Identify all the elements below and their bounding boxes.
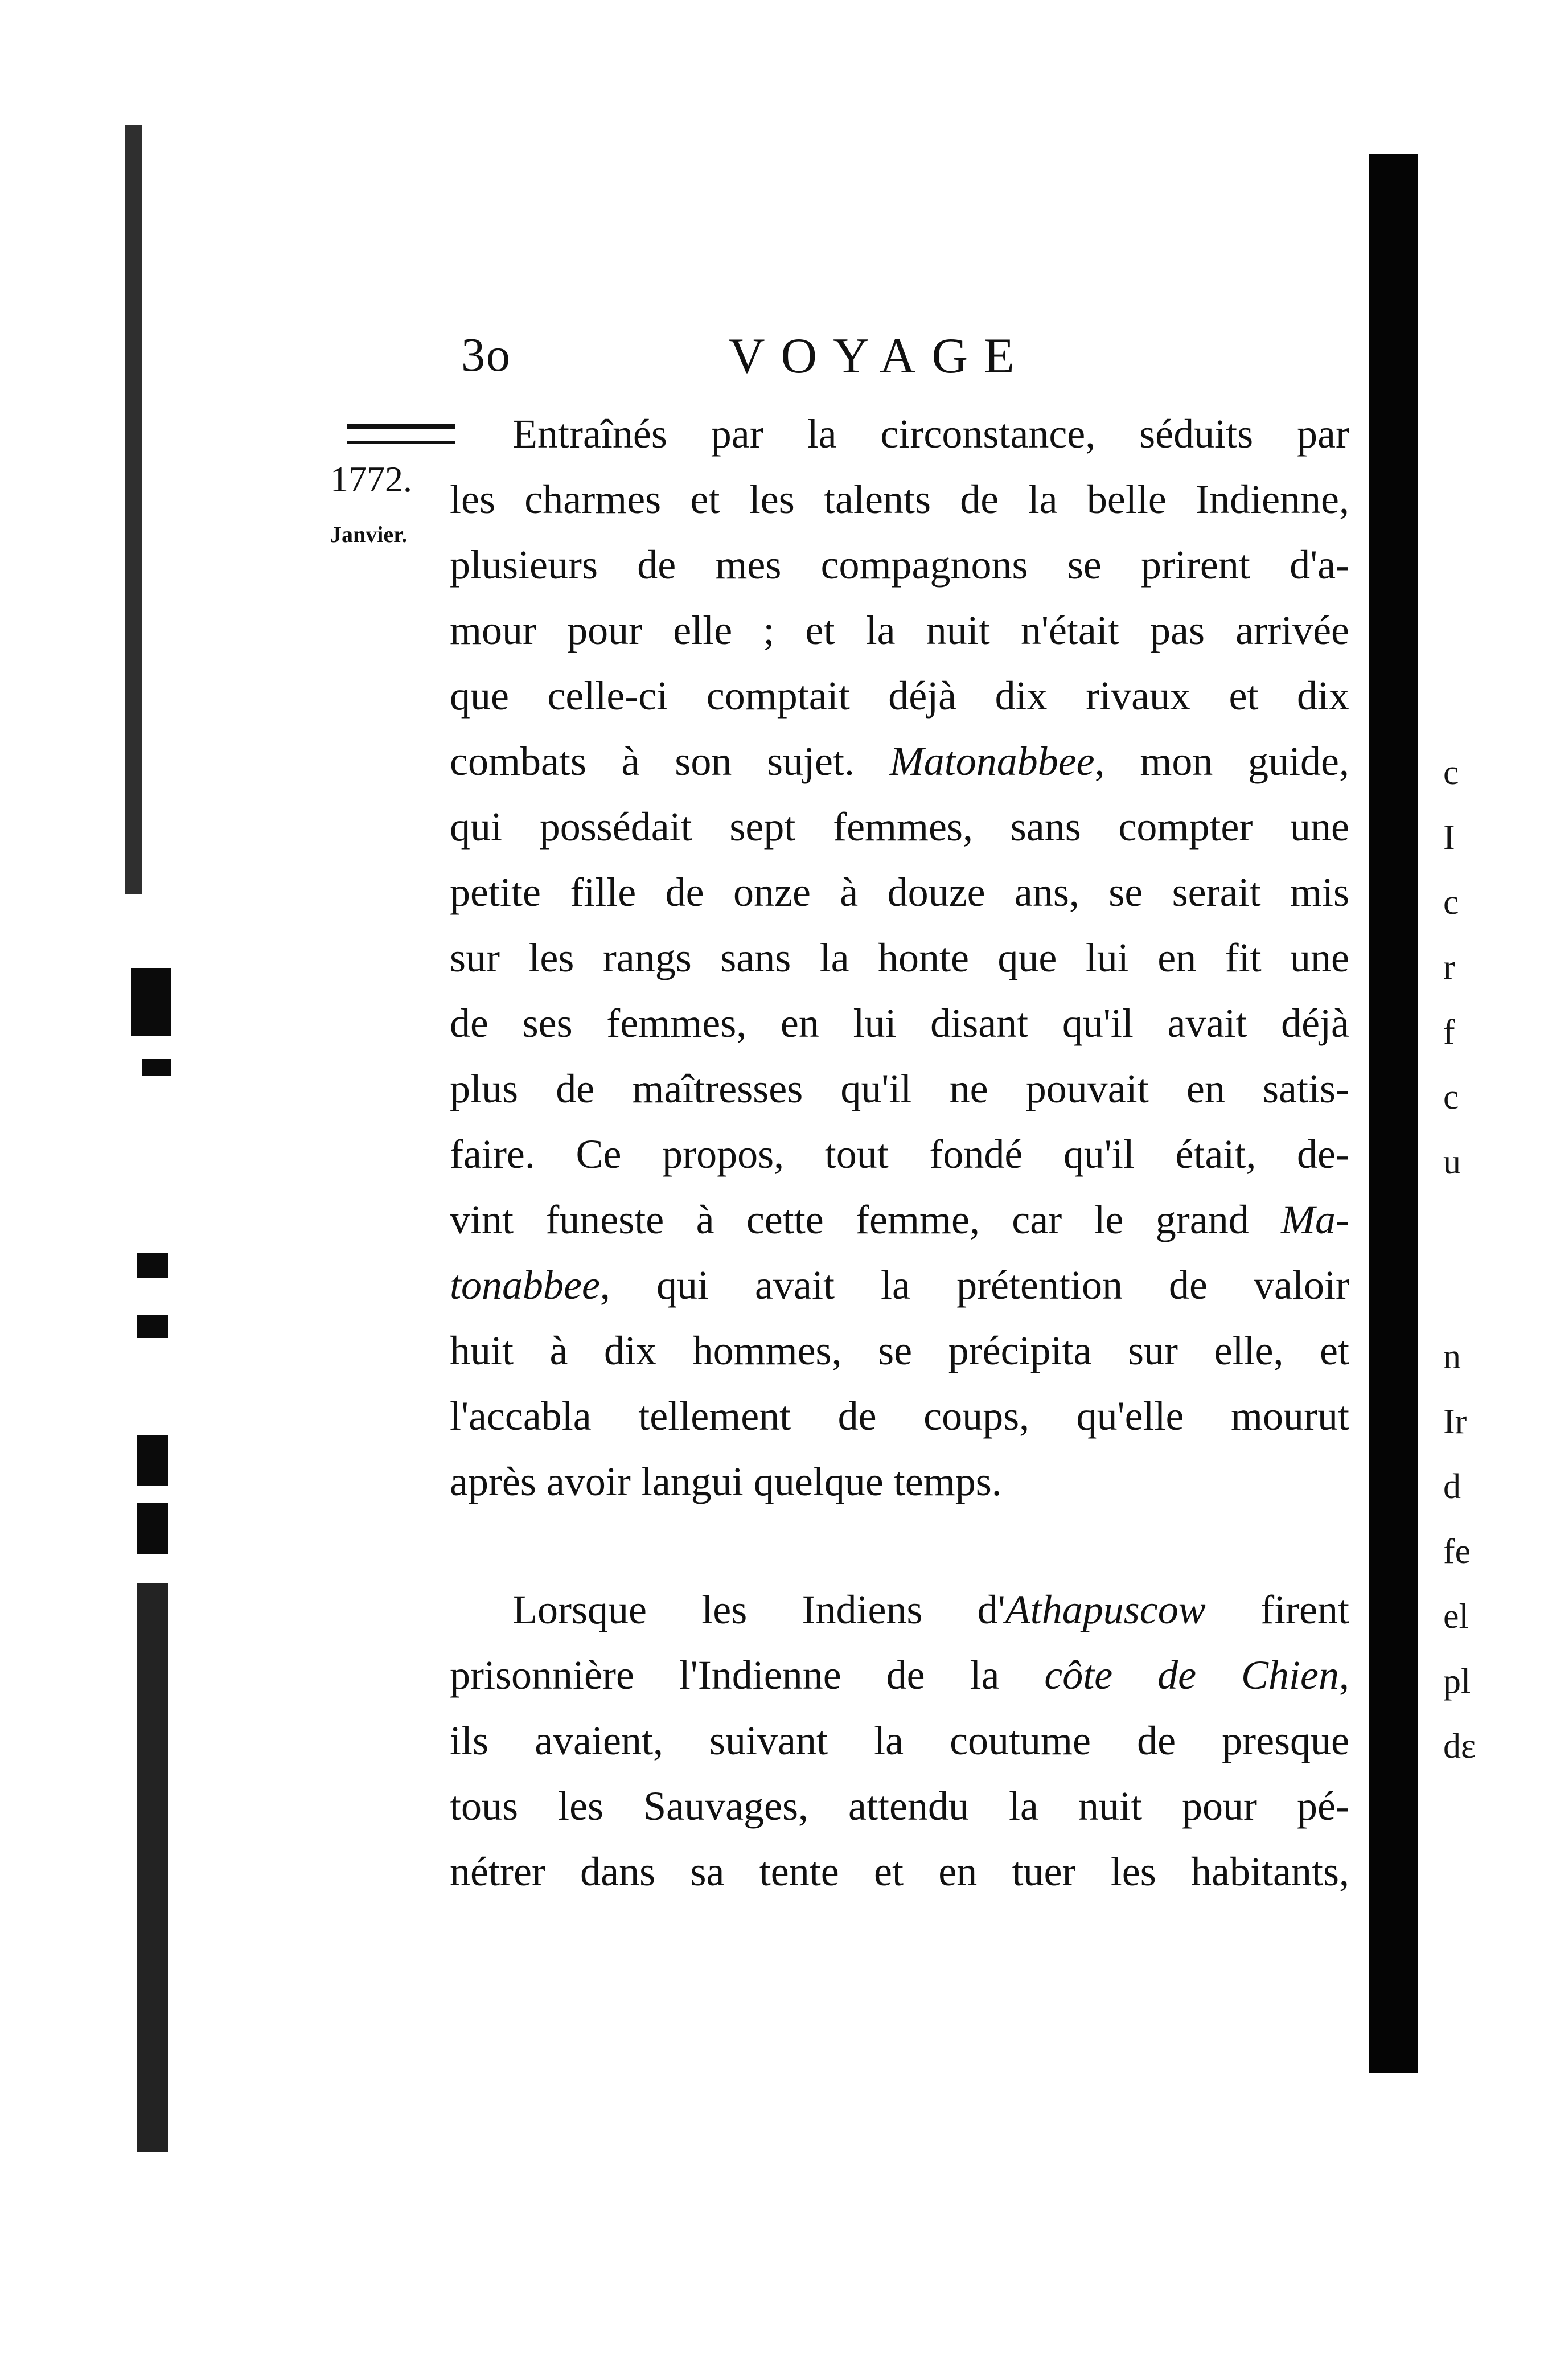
text-line: vint funeste à cette femme, car le grand Ma- bbox=[450, 1197, 1349, 1242]
body-text bbox=[450, 401, 1349, 1905]
fragment bbox=[1443, 1195, 1512, 1259]
text-line: combats à son sujet. Matonabbee, mon guide, bbox=[450, 738, 1349, 784]
fragment: fe bbox=[1443, 1532, 1471, 1571]
text-line: de ses femmes, en lui disant qu'il avait déjà bbox=[450, 1000, 1349, 1046]
text-line: ils avaient, suivant la coutume de presque bbox=[450, 1718, 1349, 1763]
text-line: les charmes et les talents de la belle Indienne, bbox=[450, 477, 1349, 522]
fragment: u bbox=[1443, 1143, 1461, 1181]
fragment: pl bbox=[1443, 1662, 1471, 1701]
fragment: I bbox=[1443, 818, 1455, 857]
margin-rule bbox=[347, 424, 455, 444]
fragment: c bbox=[1443, 883, 1459, 922]
fragment: n bbox=[1443, 1337, 1461, 1376]
text-line: mour pour elle ; et la nuit n'était pas arrivée bbox=[450, 608, 1349, 653]
fragment: r bbox=[1443, 948, 1455, 987]
fragment: Ir bbox=[1443, 1402, 1467, 1441]
next-page-fragments bbox=[1443, 740, 1512, 1779]
text-line: tonabbee, qui avait la prétention de valoir bbox=[450, 1262, 1349, 1308]
fragment bbox=[1443, 1259, 1512, 1324]
text-line: nétrer dans sa tente et en tuer les habitants, bbox=[450, 1849, 1349, 1894]
fragment: d bbox=[1443, 1467, 1461, 1506]
running-title: VOYAGE bbox=[729, 329, 1030, 384]
text-line: après avoir langui quelque temps. bbox=[450, 1459, 1002, 1504]
text-line: sur les rangs sans la honte que lui en fit une bbox=[450, 935, 1349, 980]
paragraph-gap bbox=[450, 1515, 1349, 1577]
fragment: dɛ bbox=[1443, 1727, 1476, 1766]
text-line: plus de maîtresses qu'il ne pouvait en satis- bbox=[450, 1066, 1349, 1111]
fragment: el bbox=[1443, 1597, 1469, 1636]
right-binding-strip bbox=[1369, 154, 1418, 2073]
fragment: f bbox=[1443, 1013, 1455, 1052]
text-line: tous les Sauvages, attendu la nuit pour pé- bbox=[450, 1783, 1349, 1829]
text-line: petite fille de onze à douze ans, se serait mis bbox=[450, 869, 1349, 915]
fragment: c bbox=[1443, 1078, 1459, 1117]
text-line: faire. Ce propos, tout fondé qu'il était, de- bbox=[450, 1131, 1349, 1177]
text-line: l'accabla tellement de coups, qu'elle mourut bbox=[450, 1393, 1349, 1439]
text-line: qui possédait sept femmes, sans compter une bbox=[450, 804, 1349, 850]
text-line: plusieurs de mes compagnons se prirent d'a- bbox=[450, 542, 1349, 588]
page-header bbox=[461, 327, 1429, 390]
text-line: huit à dix hommes, se précipita sur elle, et bbox=[450, 1328, 1349, 1373]
margin-month: Janvier. bbox=[330, 522, 408, 547]
left-page-edge-artifact bbox=[125, 125, 176, 2061]
page-number: 3o bbox=[461, 329, 511, 381]
text-line: Lorsque les Indiens d'Athapuscow firent bbox=[512, 1587, 1349, 1632]
margin-year: 1772. bbox=[330, 459, 412, 499]
text-line: que celle-ci comptait déjà dix rivaux et dix bbox=[450, 673, 1349, 719]
fragment: c bbox=[1443, 753, 1459, 792]
text-line: prisonnière l'Indienne de la côte de Chien, bbox=[450, 1652, 1350, 1698]
text-line: Entraînés par la circonstance, séduits par bbox=[512, 411, 1349, 457]
